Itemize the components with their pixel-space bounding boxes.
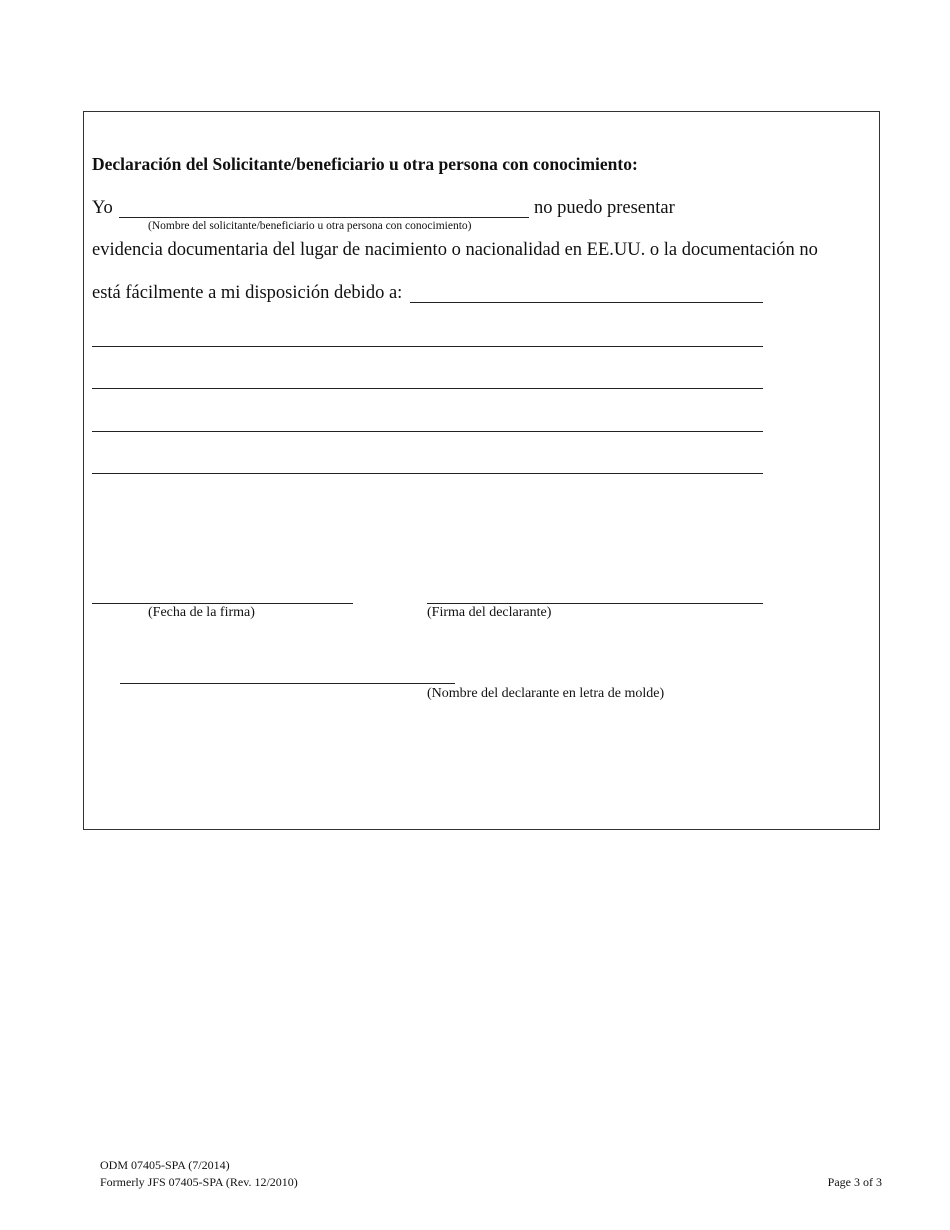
- reason-line-2[interactable]: [92, 346, 763, 347]
- reason-label: está fácilmente a mi disposición debido a:: [92, 283, 403, 303]
- declaration-title: Declaración del Solicitante/beneficiario u otra persona con conocimiento:: [92, 154, 638, 174]
- declaration-box: [83, 111, 880, 830]
- reason-line-4[interactable]: [92, 431, 763, 432]
- reason-line-5[interactable]: [92, 473, 763, 474]
- declarant-print-name-line[interactable]: [120, 683, 455, 684]
- reason-line-1[interactable]: [410, 302, 763, 303]
- signature-date-caption: (Fecha de la firma): [148, 605, 255, 620]
- applicant-name-caption: (Nombre del solicitante/beneficiario u otra persona con conocimiento): [148, 220, 472, 232]
- signature-date-line[interactable]: [92, 603, 353, 604]
- cannot-present-text: no puedo presentar: [534, 198, 675, 218]
- declarant-signature-caption: (Firma del declarante): [427, 605, 552, 620]
- applicant-name-line[interactable]: [119, 217, 529, 218]
- formerly-form-number: Formerly JFS 07405-SPA (Rev. 12/2010): [100, 1175, 298, 1189]
- form-number: ODM 07405-SPA (7/2014): [100, 1158, 230, 1172]
- reason-line-3[interactable]: [92, 388, 763, 389]
- declarant-signature-line[interactable]: [427, 603, 763, 604]
- evidence-text: evidencia documentaria del lugar de nacimiento o nacionalidad en EE.UU. o la documentación no: [92, 240, 818, 260]
- declarant-print-name-caption: (Nombre del declarante en letra de molde): [427, 686, 665, 701]
- page-number: Page 3 of 3: [827, 1175, 882, 1189]
- yo-label: Yo: [92, 198, 113, 218]
